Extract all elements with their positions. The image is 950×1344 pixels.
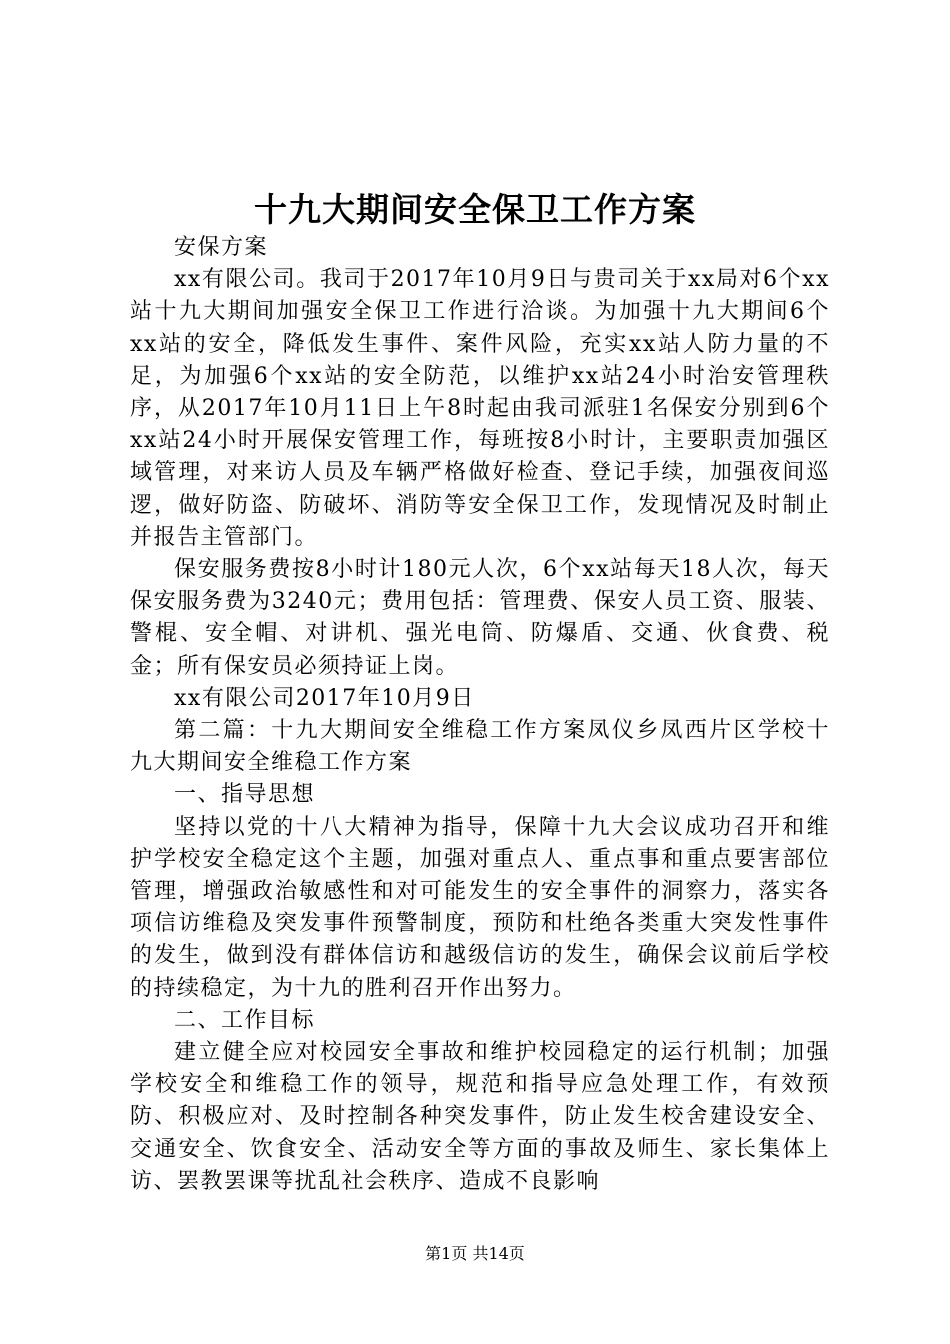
paragraph-signature: xx有限公司2017年10月9日 <box>174 685 475 711</box>
section-heading-work-goals: 二、工作目标 <box>174 1007 316 1033</box>
document-body <box>130 232 830 1198</box>
paragraph-part-two-title: 第二篇：十九大期间安全维稳工作方案凤仪乡凤西片区学校十九大期间安全维稳工作方案 <box>130 718 830 776</box>
section-heading-guiding-thought: 一、指导思想 <box>174 782 316 808</box>
document-title: 十九大期间安全保卫工作方案 <box>254 190 696 229</box>
paragraph-heading-anbao: 安保方案 <box>174 235 269 260</box>
paragraph-work-goals: 建立健全应对校园安全事故和维护校园稳定的运行机制；加强学校安全和维稳工作的领导，规范和指导应急处理工作，有效预防、积极应对、及时控制各种突发事件，防止发生校舍建设安全、交通安全、饮食安全、活动安全等方面的事故及师生、家长集体上访、罢教罢课等扰乱社会秩序、造成不良影响 <box>130 1040 830 1194</box>
paragraph-guiding-thought: 坚持以党的十八大精神为指导，保障十九大会议成功召开和维护学校安全稳定这个主题，加强对重点人、重点事和重点要害部位管理，增强政治敏感性和对可能发生的安全事件的洞察力，落实各项信访维稳及突发事件预警制度，预防和杜绝各类重大突发性事件的发生，做到没有群体信访和越级信访的发生，确保会议前后学校的持续稳定，为十九的胜利召开作出努力。 <box>130 814 830 1001</box>
paragraph-intro: xx有限公司。我司于2017年10月9日与贵司关于xx局对6个xx站十九大期间加强安全保卫工作进行洽谈。为加强十九大期间6个xx站的安全，降低发生事件、案件风险，充实xx站人防力量的不足，为加强6个xx站的安全防范，以维护xx站24小时治安管理秩序，从2017年10月11日上午8时起由我司派驻1名保安分别到6个xx站24小时开展保安管理工作，每班按8小时计，主要职责加强区域管理，对来访人员及车辆严格做好检查、登记手续，加强夜间巡逻，做好防盗、防破坏、消防等安全保卫工作，发现情况及时制止并报告主管部门。 <box>130 267 830 550</box>
page-footer: 第1页 共14页 <box>425 1244 525 1263</box>
paragraph-fees: 保安服务费按8小时计180元人次，6个xx站每天18人次，每天保安服务费为3240元；费用包括：管理费、保安人员工资、服装、警棍、安全帽、对讲机、强光电筒、防爆盾、交通、伙食费、税金；所有保安员必须持证上岗。 <box>130 557 830 679</box>
